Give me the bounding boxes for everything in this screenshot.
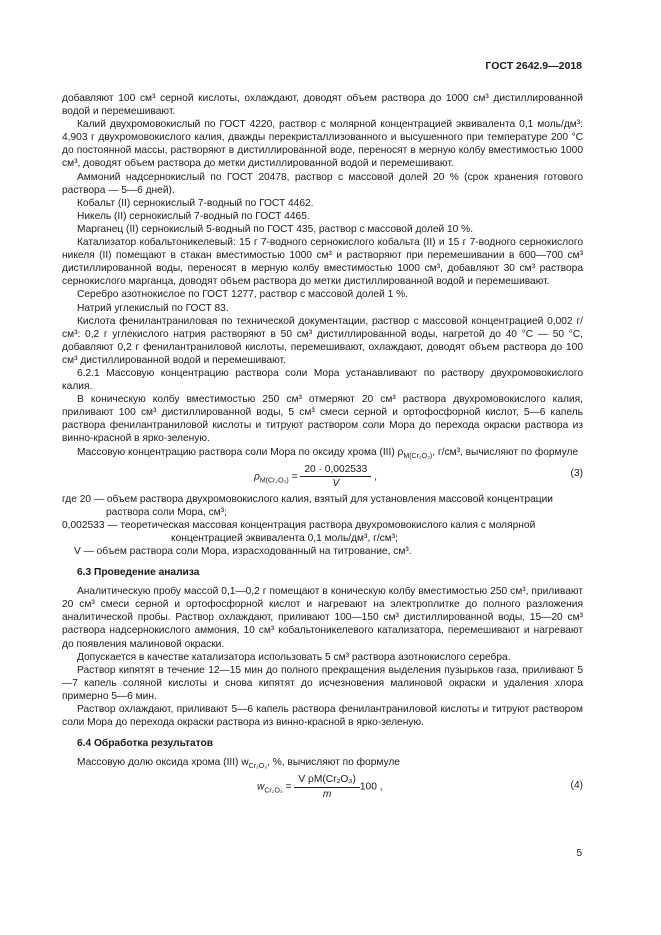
- formula-number: (4): [570, 780, 583, 792]
- formula-expression: [254, 463, 377, 490]
- paragraph: Катализатор кобальтоникелевый: 15 г 7-водного сернокислого кобальта (II) и 15 г 7-водного сернокислого никеля (II) помещают в стакан вместимостью 1000 см³ и растворяют при перемешивании в 600—700 см³ дистиллированной воды, переносят в мерную колбу вместимостью 1000 см³, добавляют 30 см³ раствора сернокислого марганца, доводят объем раствора до метки дистиллированной водой и перемешивают.: [62, 237, 583, 288]
- text-run: Массовую долю оксида хрома (III) w: [77, 757, 249, 769]
- definition-item: [0, 519, 583, 545]
- paragraph: Никель (II) сернокислый 7-водный по ГОСТ 4465.: [77, 210, 310, 222]
- paragraph: [62, 756, 583, 769]
- paragraph: Кобальт (II) сернокислый 7-водный по ГОСТ 4462.: [77, 197, 314, 209]
- subscript: M(Cr₂O₃): [403, 452, 433, 460]
- paragraph: добавляют 100 см³ серной кислоты, охлаждают, доводят объем раствора до 1000 см³ дистиллированной водой и перемешивают.: [62, 93, 583, 118]
- formula-denominator: V: [332, 477, 340, 489]
- section-title: 6.3 Проведение анализа: [77, 567, 200, 579]
- paragraph: Раствор кипятят в течение 12—15 мин до полного прекращения выделения пузырьков газа, приливают 5—7 капель соляной кислоты и снова кипятят до исчезновения малиновой окраски и удаления хлора примерно 5—6 мин.: [62, 664, 583, 702]
- text-run: , г/см³, вычисляют по формуле: [432, 446, 579, 458]
- formula-factor: 100 ,: [359, 781, 383, 793]
- formula-number: (3): [570, 467, 583, 479]
- paragraph: Раствор охлаждают, приливают 5—6 капель раствора фенилантраниловой кислоты и титруют раствором соли Мора до перехода окраски раствора из винно-красной в ярко-зеленую.: [62, 704, 583, 729]
- paragraph: Натрий углекислый по ГОСТ 83.: [77, 302, 229, 314]
- definition-text: 0,002533 — теоретическая массовая концентрация раствора двухромовокислого калия с молярной концентрацией эквивалента 0,1 моль/дм³, г/см³;: [62, 519, 536, 544]
- document-body: [62, 92, 583, 807]
- definition-item: где 20 — объем раствора двухромовокислого калия, взятый для установления массовой концентрации раствора соли Мора, см³;: [62, 493, 553, 518]
- formula-definitions: [62, 493, 583, 558]
- text-run: , %, вычисляют по формуле: [267, 757, 400, 769]
- subscript: Cr₂O₃: [248, 763, 268, 771]
- formula-lhs: ρ: [254, 470, 260, 482]
- document-code: ГОСТ 2642.9—2018: [485, 60, 582, 72]
- formula-fraction: [294, 773, 359, 800]
- paragraph: Марганец (II) сернокислый 5-водный по ГОСТ 435, раствор с массовой долей 10 %.: [77, 223, 474, 235]
- section-title: 6.4 Обработка результатов: [77, 738, 214, 750]
- formula-numerator: 20 · 0,002533: [300, 463, 371, 477]
- formula-3: [62, 459, 583, 493]
- formula-fraction: [300, 463, 371, 490]
- paragraph: Аммоний надсернокислый по ГОСТ 20478, раствор с массовой долей 20 % (срок хранения готового раствора — 5—6 дней).: [62, 171, 583, 196]
- paragraph: Калий двухромовокислый по ГОСТ 4220, раствор с молярной концентрацией эквивалента 0,1 моль/дм³: 4,903 г двухромовокислого калия, дважды перекристаллизованного и высушенного при температуре 200 °С до постоянной массы, растворяют в дистиллированной воде, переносят в мерную колбу вместимостью 1000 см³, доводят объем раствора до метки дистиллированной водой и перемешивают.: [62, 119, 583, 170]
- paragraph: Допускается в качестве катализатора использовать 5 см³ раствора азотнокислого серебра.: [77, 651, 511, 663]
- formula-numerator: V ρM(Cr₂O₃): [294, 773, 359, 787]
- paragraph: Кислота фенилантраниловая по технической документации, раствор с массовой концентрацией 0,002 г/см³: 0,2 г углекислого натрия растворяют в 50 см³ дистиллированной воды, нагретой до 40 °С — 50 °С, добавляют 0,2 г фенилантраниловой кислоты, перемешивают, охлаждают, доводят объем раствора до 100 см³ дистиллированной водой и перемешивают.: [62, 315, 583, 366]
- paragraph: 6.2.1 Массовую концентрацию раствора соли Мора устанавливают по раствору двухромовокислого калия.: [62, 367, 583, 393]
- paragraph: Аналитическую пробу массой 0,1—0,2 г помещают в коническую колбу вместимостью 250 см³, приливают 20 см³ смеси серной и ортофосфорной кислот и нагревают на электроплитке до полного разложения аналитической пробы. Раствор охлаждают, приливают 100—150 см³ дистиллированной воды, 15—20 см³ раствора надсернокислого аммония, 10 см³ кобальтоникелевого катализатора, перемешивают и нагревают до появления малиновой окраски.: [62, 586, 583, 650]
- formula-lhs: w: [257, 781, 265, 793]
- page-number: 5: [576, 848, 582, 859]
- paragraph: Серебро азотнокислое по ГОСТ 1277, раствор с массовой долей 1 %.: [77, 289, 408, 301]
- formula-equals: =: [285, 781, 292, 793]
- formula-expression: [257, 773, 383, 800]
- formula-lhs-subscript: Cr₂O₃: [264, 787, 283, 795]
- definition-item: V — объем раствора соли Мора, израсходованный на титрование, см³.: [74, 546, 412, 557]
- formula-4: [62, 769, 583, 807]
- formula-comma: ,: [374, 470, 377, 482]
- formula-equals: =: [291, 470, 298, 482]
- paragraph: [62, 446, 583, 459]
- text-run: Массовую концентрацию раствора соли Мора по оксиду хрома (III) ρ: [77, 446, 404, 458]
- formula-lhs-subscript: M(Cr₂O₃): [259, 476, 289, 484]
- paragraph: В коническую колбу вместимостью 250 см³ отмеряют 20 см³ раствора двухромовокислого калия, приливают 100 см³ дистиллированной воды, 5 см³ смеси серной и ортофосфорной кислот, 5—6 капель раствора фенилантраниловой кислоты и титруют раствором соли Мора до перехода окраски раствора из винно-красной в ярко-зеленую.: [62, 394, 583, 445]
- formula-denominator: m: [322, 788, 332, 800]
